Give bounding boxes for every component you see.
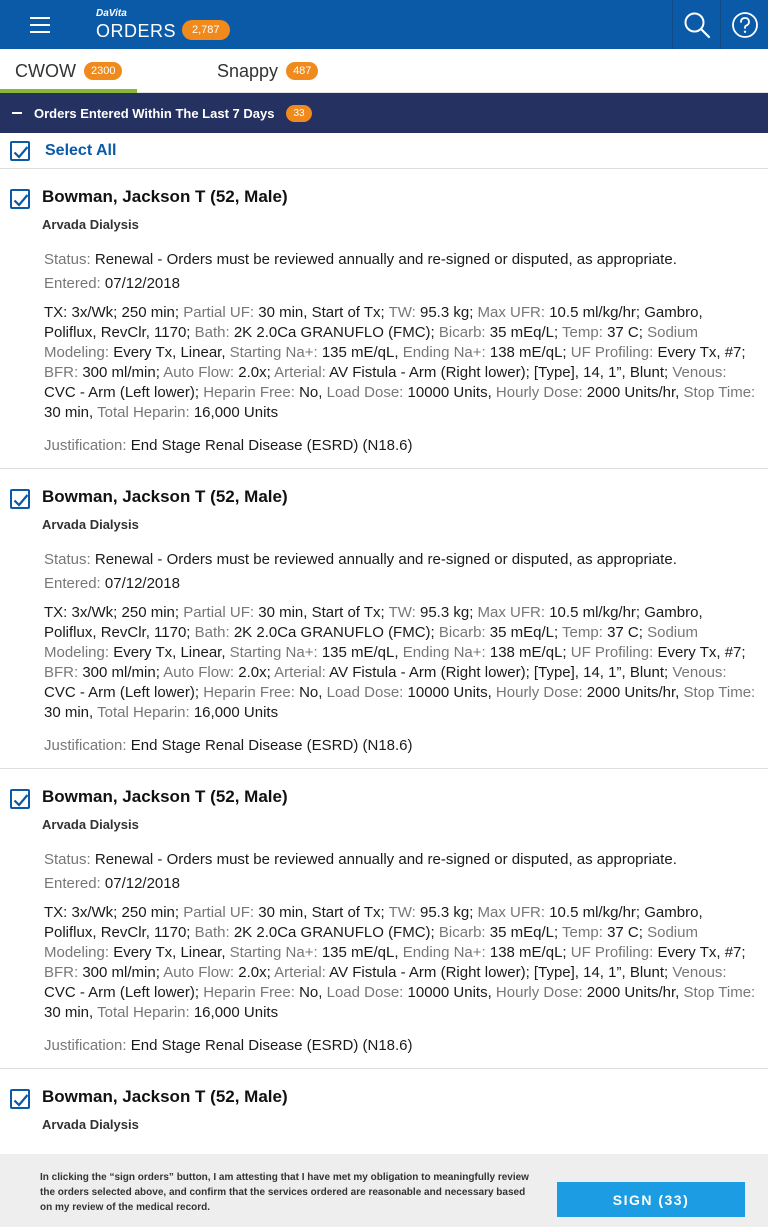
orders-count-badge: 2,787	[182, 20, 230, 40]
patient-name[interactable]: Bowman, Jackson T (52, Male)	[42, 787, 288, 806]
tab-cwow-label: CWOW	[15, 60, 76, 81]
app-header	[0, 0, 768, 49]
checkmark-icon	[11, 490, 31, 510]
section-title: Orders Entered Within The Last 7 Days	[34, 105, 275, 121]
order-checkbox[interactable]	[10, 1089, 30, 1109]
collapse-icon[interactable]	[12, 112, 22, 114]
checkmark-icon	[11, 142, 31, 162]
page-title: ORDERS	[96, 21, 177, 41]
select-all-label: Select All	[45, 141, 117, 159]
order-source-tabs	[0, 49, 768, 93]
sign-footer	[0, 1154, 768, 1227]
section-header[interactable]	[0, 93, 768, 133]
facility-name: Arvada Dialysis	[42, 517, 139, 532]
order-checkbox[interactable]	[10, 489, 30, 509]
search-icon	[683, 11, 711, 39]
patient-name[interactable]: Bowman, Jackson T (52, Male)	[42, 1087, 288, 1106]
facility-name: Arvada Dialysis	[42, 217, 139, 232]
order-item	[0, 169, 768, 469]
tab-snappy[interactable]	[217, 49, 318, 93]
checkmark-icon	[11, 1090, 31, 1110]
help-button[interactable]	[720, 0, 768, 49]
select-all-checkbox[interactable]	[10, 141, 30, 161]
order-entered-date: Entered: 07/12/2018	[44, 275, 180, 292]
checkmark-icon	[11, 190, 31, 210]
brand-logo: DaVita	[96, 8, 127, 19]
treatment-details: TX: 3x/Wk; 250 min; Partial UF: 30 min, Start of Tx; TW: 95.3 kg; Max UFR: 10.5 ml/kg/hr; Gambro, Poliflux, RevClr, 1170; Bath: 2K 2.0Ca GRANUFLO (FMC); Bicarb: 35 mEq/L; Temp: 37 C; Sodium Modeling: Every Tx, Linear, Starting Na+: 135 mE/qL, Ending Na+: 138 mE/qL; UF Profiling: Every Tx, #7; BFR: 300 ml/min; Auto Flow: 2.0x; Arterial: AV Fistula - Arm (Right lower); [Type], 14, 1”, Blunt; Venous: CVC - Arm (Left lower); Heparin Free: No, Load Dose: 10000 Units, Hourly Dose: 2000 Units/hr, Stop Time: 30 min, Total Heparin: 16,000 Units	[44, 904, 756, 1021]
checkmark-icon	[11, 790, 31, 810]
facility-name: Arvada Dialysis	[42, 817, 139, 832]
treatment-details: TX: 3x/Wk; 250 min; Partial UF: 30 min, Start of Tx; TW: 95.3 kg; Max UFR: 10.5 ml/kg/hr; Gambro, Poliflux, RevClr, 1170; Bath: 2K 2.0Ca GRANUFLO (FMC); Bicarb: 35 mEq/L; Temp: 37 C; Sodium Modeling: Every Tx, Linear, Starting Na+: 135 mE/qL, Ending Na+: 138 mE/qL; UF Profiling: Every Tx, #7; BFR: 300 ml/min; Auto Flow: 2.0x; Arterial: AV Fistula - Arm (Right lower); [Type], 14, 1”, Blunt; Venous: CVC - Arm (Left lower); Heparin Free: No, Load Dose: 10000 Units, Hourly Dose: 2000 Units/hr, Stop Time: 30 min, Total Heparin: 16,000 Units	[44, 604, 756, 721]
order-item	[0, 469, 768, 769]
section-count-badge: 33	[286, 105, 311, 122]
order-justification: Justification: End Stage Renal Disease (ESRD) (N18.6)	[44, 737, 413, 754]
tab-cwow[interactable]	[15, 49, 122, 93]
tab-snappy-count: 487	[286, 62, 318, 80]
tab-snappy-label: Snappy	[217, 60, 279, 81]
treatment-details: TX: 3x/Wk; 250 min; Partial UF: 30 min, Start of Tx; TW: 95.3 kg; Max UFR: 10.5 ml/kg/hr; Gambro, Poliflux, RevClr, 1170; Bath: 2K 2.0Ca GRANUFLO (FMC); Bicarb: 35 mEq/L; Temp: 37 C; Sodium Modeling: Every Tx, Linear, Starting Na+: 135 mE/qL, Ending Na+: 138 mE/qL; UF Profiling: Every Tx, #7; BFR: 300 ml/min; Auto Flow: 2.0x; Arterial: AV Fistula - Arm (Right lower); [Type], 14, 1”, Blunt; Venous: CVC - Arm (Left lower); Heparin Free: No, Load Dose: 10000 Units, Hourly Dose: 2000 Units/hr, Stop Time: 30 min, Total Heparin: 16,000 Units	[44, 304, 756, 421]
order-status: Status: Renewal - Orders must be reviewed annually and re-signed or disputed, as appropriate.	[44, 251, 677, 268]
order-entered-date: Entered: 07/12/2018	[44, 575, 180, 592]
tab-cwow-count: 2300	[84, 62, 122, 80]
select-all-row[interactable]	[0, 133, 768, 169]
order-status: Status: Renewal - Orders must be reviewed annually and re-signed or disputed, as appropriate.	[44, 851, 677, 868]
facility-name: Arvada Dialysis	[42, 1117, 139, 1132]
help-icon	[731, 11, 759, 39]
order-item	[0, 769, 768, 1069]
order-checkbox[interactable]	[10, 789, 30, 809]
order-entered-date: Entered: 07/12/2018	[44, 875, 180, 892]
order-justification: Justification: End Stage Renal Disease (ESRD) (N18.6)	[44, 1037, 413, 1054]
order-status: Status: Renewal - Orders must be reviewed annually and re-signed or disputed, as appropriate.	[44, 551, 677, 568]
patient-name[interactable]: Bowman, Jackson T (52, Male)	[42, 187, 288, 206]
patient-name[interactable]: Bowman, Jackson T (52, Male)	[42, 487, 288, 506]
hamburger-icon	[30, 17, 50, 33]
order-checkbox[interactable]	[10, 189, 30, 209]
sign-orders-button[interactable]: SIGN (33)	[557, 1182, 745, 1217]
order-justification: Justification: End Stage Renal Disease (ESRD) (N18.6)	[44, 437, 413, 454]
search-button[interactable]	[672, 0, 720, 49]
attestation-text: In clicking the “sign orders” button, I am attesting that I have met my obligation to meaningfully review the orders selected above, and confirm that the services ordered are reasonable and necessary based on my review of the medical record.	[40, 1172, 529, 1213]
menu-button[interactable]	[0, 0, 80, 49]
